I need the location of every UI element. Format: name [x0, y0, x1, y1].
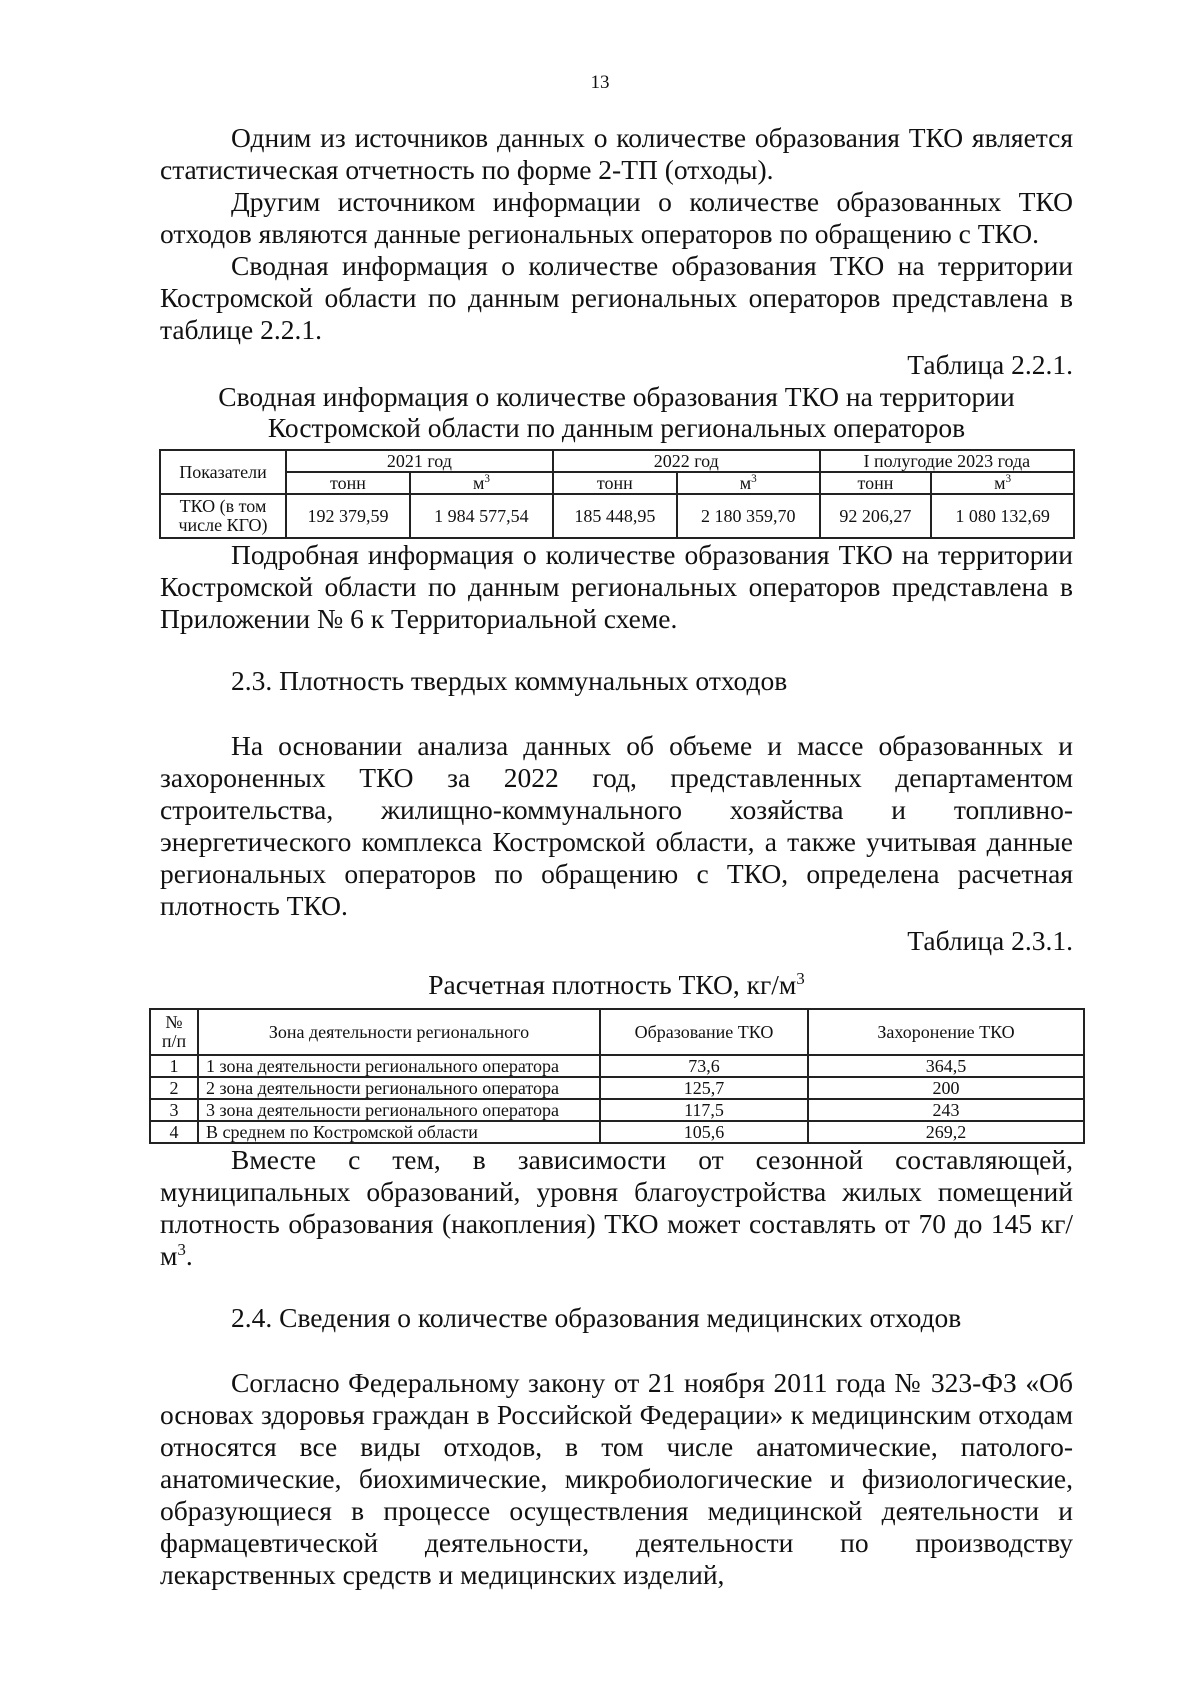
- value-cell: 92 206,27: [820, 494, 931, 538]
- row-zone: В среднем по Костромской области: [198, 1121, 600, 1143]
- row-zone: 1 зона деятельности регионального оператора: [198, 1055, 600, 1077]
- row-number: 3: [150, 1099, 198, 1121]
- row-label: [160, 494, 286, 538]
- header-period-2021: 2021 год: [286, 450, 553, 472]
- row-number: 4: [150, 1121, 198, 1143]
- unit-m: м: [472, 472, 485, 493]
- table-row: [150, 1099, 1084, 1121]
- unit-ton: тонн: [553, 472, 677, 494]
- paragraph-seasonal: [160, 1144, 1073, 1272]
- value-cell: 1 984 577,54: [410, 494, 553, 538]
- header-burial: Захоронение ТКО: [808, 1009, 1084, 1055]
- unit-ton: тонн: [820, 472, 931, 494]
- table-caption-line-1: Сводная информация о количестве образования ТКО на территории: [218, 381, 1015, 412]
- page-body: [160, 122, 1073, 1591]
- header-period-2023: I полугодие 2023 года: [820, 450, 1074, 472]
- header-formation: Образование ТКО: [600, 1009, 808, 1055]
- header-period-2022: 2022 год: [553, 450, 820, 472]
- page-number: 13: [590, 72, 610, 93]
- header-number-line-1: №: [165, 1012, 183, 1032]
- row-burial: 200: [808, 1077, 1084, 1099]
- table-header-row: [160, 450, 1074, 472]
- unit-m: м: [994, 472, 1006, 493]
- paragraph-medical-waste: Согласно Федеральному закону от 21 ноября 2011 года № 323-ФЗ «Об основах здоровья граждан в Российской Федерации» к медицинским отходам относятся все виды отходов, в том числе анатомические, патолого-анатомические, биохимические, микробиологические и физиологические, образующиеся в процессе осуществления медицинской деятельности и фармацевтической деятельности, деятельности по производству лекарственных средств и медицинских изделий,: [160, 1367, 1073, 1590]
- table-row: [150, 1121, 1084, 1143]
- row-zone: 2 зона деятельности регионального оператора: [198, 1077, 600, 1099]
- unit-sup: 3: [484, 472, 490, 485]
- table-2-2-1: [159, 449, 1075, 539]
- table-row: [160, 494, 1074, 538]
- unit-m3: [931, 472, 1074, 494]
- caption-sup: 3: [796, 968, 805, 988]
- spacer: [160, 1272, 1073, 1302]
- seasonal-sup: 3: [177, 1239, 186, 1259]
- row-label-line-2: числе КГО): [178, 515, 268, 535]
- unit-sup: 3: [751, 472, 757, 485]
- row-formation: 125,7: [600, 1077, 808, 1099]
- header-number: [150, 1009, 198, 1055]
- table-row: [150, 1077, 1084, 1099]
- table-label-2-3-1: Таблица 2.3.1.: [907, 925, 1073, 956]
- table-caption-line-2: Костромской области по данным региональных операторов: [267, 412, 966, 443]
- table-units-row: [160, 472, 1074, 494]
- seasonal-end: .: [185, 1240, 193, 1271]
- table-label-2-2-1: Таблица 2.2.1.: [907, 349, 1073, 380]
- paragraph-density-analysis: На основании анализа данных об объеме и массе образованных и захороненных ТКО за 2022 год, представленных департаментом строительства, жилищно-коммунального хозяйства и топливно-энергетического комплекса Костромской области, а также учитывая данные региональных операторов по обращению с ТКО, определена расчетная плотность ТКО.: [160, 730, 1073, 921]
- paragraph-sources: Одним из источников данных о количестве образования ТКО является статистическая отчетность по форме 2-ТП (отходы).: [160, 122, 1073, 185]
- unit-ton: тонн: [286, 472, 410, 494]
- value-cell: 1 080 132,69: [931, 494, 1074, 538]
- spacer: [160, 697, 1073, 730]
- row-number: 2: [150, 1077, 198, 1099]
- row-zone: 3 зона деятельности регионального оператора: [198, 1099, 600, 1121]
- unit-m3: [410, 472, 553, 494]
- row-number: 1: [150, 1055, 198, 1077]
- spacer: [160, 1334, 1073, 1367]
- header-indicators: Показатели: [160, 450, 286, 494]
- paragraph-details: Подробная информация о количестве образования ТКО на территории Костромской области по данным региональных операторов представлена в Приложении № 6 к Территориальной схеме.: [160, 539, 1073, 634]
- paragraph-other-source: Другим источником информации о количестве образованных ТКО отходов являются данные региональных операторов по обращению с ТКО.: [160, 186, 1073, 249]
- seasonal-text: Вместе с тем, в зависимости от сезонной составляющей, муниципальных образований, уровня благоустройства жилых помещений плотность образования (накопления) ТКО может составлять от 70 до 145 кг/м: [160, 1144, 1073, 1271]
- table-header-row: [150, 1009, 1084, 1055]
- table-row: [150, 1055, 1084, 1077]
- unit-sup: 3: [1005, 472, 1012, 485]
- row-formation: 105,6: [600, 1121, 808, 1143]
- header-number-line-2: п/п: [161, 1031, 187, 1051]
- row-formation: 117,5: [600, 1099, 808, 1121]
- table-caption-2-2-1: [160, 381, 1073, 443]
- caption-text: Расчетная плотность ТКО, кг/м: [428, 969, 797, 1000]
- value-cell: 192 379,59: [286, 494, 410, 538]
- spacer: [160, 635, 1073, 665]
- unit-m3: [677, 472, 820, 494]
- row-label-line-1: ТКО (в том: [179, 496, 267, 516]
- header-zone: Зона деятельности регионального: [198, 1009, 600, 1055]
- unit-m: м: [739, 472, 752, 493]
- section-heading-2-4: 2.4. Сведения о количестве образования медицинских отходов: [231, 1302, 962, 1333]
- row-burial: 269,2: [808, 1121, 1084, 1143]
- table-caption-2-3-1: [160, 969, 1073, 1000]
- section-heading-2-3: 2.3. Плотность твердых коммунальных отходов: [231, 665, 788, 696]
- table-2-3-1: [149, 1008, 1085, 1144]
- row-formation: 73,6: [600, 1055, 808, 1077]
- value-cell: 185 448,95: [553, 494, 677, 538]
- row-burial: 243: [808, 1099, 1084, 1121]
- paragraph-summary-intro: Сводная информация о количестве образования ТКО на территории Костромской области по данным региональных операторов представлена в таблице 2.2.1.: [160, 250, 1073, 345]
- row-burial: 364,5: [808, 1055, 1084, 1077]
- value-cell: 2 180 359,70: [677, 494, 820, 538]
